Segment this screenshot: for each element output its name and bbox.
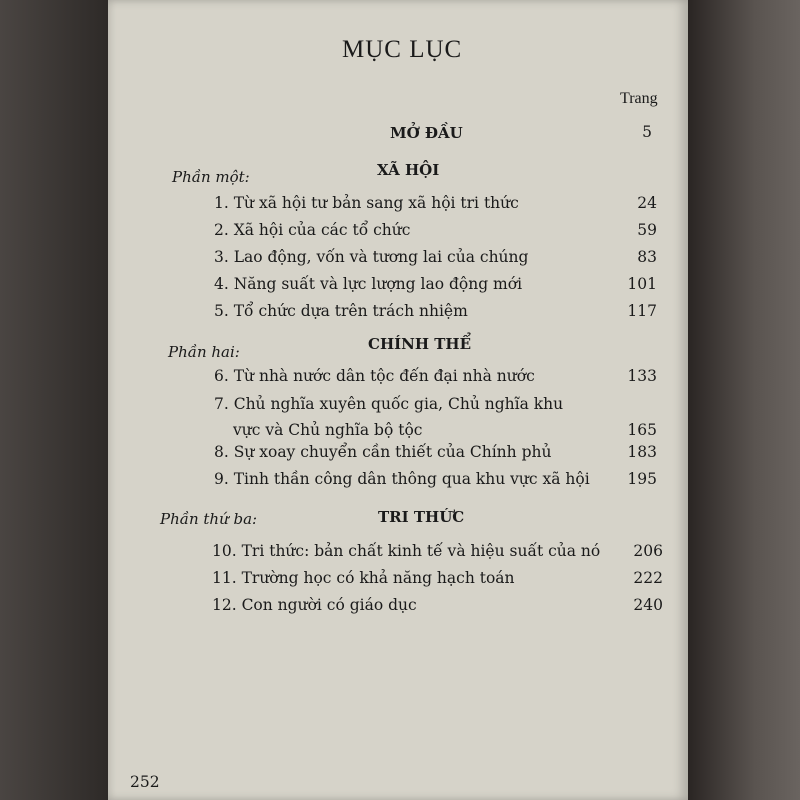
toc-entry-page: 165 [627,421,657,439]
part-three-heading: TRI THỨC [378,508,465,526]
toc-entry-page: 222 [633,569,663,587]
toc-entry: 8. Sự xoay chuyển cần thiết của Chính phủ [214,443,552,461]
toc-entry-page: 133 [627,367,657,385]
toc-entry: 2. Xã hội của các tổ chức [214,221,411,239]
toc-entry-page: 240 [633,596,663,614]
toc-entry-page: 59 [637,221,657,239]
toc-entry-page: 206 [633,542,663,560]
toc-entry: 9. Tinh thần công dân thông qua khu vực xã hội [214,470,590,488]
toc-entry-page: 117 [627,302,657,320]
part-two-heading: CHÍNH THỂ [368,335,472,353]
toc-entry-page: 183 [627,443,657,461]
toc-entry: 6. Từ nhà nước dân tộc đến đại nhà nước [214,367,535,385]
toc-entry-page: 101 [627,275,657,293]
toc-entry: 10. Tri thức: bản chất kinh tế và hiệu suất của nó [212,542,601,560]
toc-entry: 7. Chủ nghĩa xuyên quốc gia, Chủ nghĩa khu [214,395,564,413]
toc-entry-page: 195 [627,470,657,488]
left-background [0,0,108,800]
toc-entry-page: 83 [637,248,657,266]
part-three-label: Phần thứ ba: [160,510,258,528]
page-title: MỤC LỤC [342,36,463,63]
toc-entry: 5. Tổ chức dựa trên trách nhiệm [214,302,468,320]
right-background [688,0,800,800]
page-number: 252 [130,773,160,791]
intro-page: 5 [642,123,652,141]
toc-entry: 3. Lao động, vốn và tương lai của chúng [214,248,529,266]
part-one-label: Phần một: [172,168,250,186]
toc-entry: 11. Trường học có khả năng hạch toán [212,569,515,587]
intro-heading: MỞ ĐẦU [390,124,463,142]
toc-entry-continuation: vực và Chủ nghĩa bộ tộc [233,421,423,439]
toc-entry: 1. Từ xã hội tư bản sang xã hội tri thức [214,194,519,212]
toc-entry-page: 24 [637,194,657,212]
part-one-heading: XÃ HỘI [377,161,440,179]
page-column-label: Trang [620,90,658,107]
toc-entry: 12. Con người có giáo dục [212,596,417,614]
toc-entry: 4. Năng suất và lực lượng lao động mới [214,275,523,293]
part-two-label: Phần hai: [168,343,240,361]
